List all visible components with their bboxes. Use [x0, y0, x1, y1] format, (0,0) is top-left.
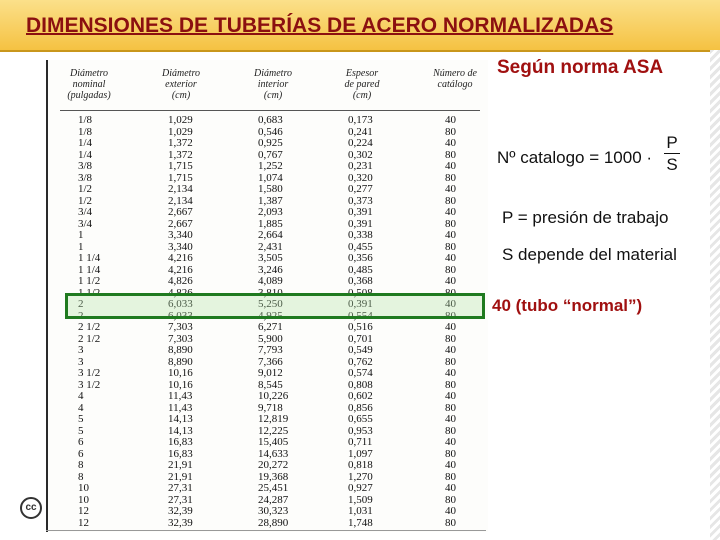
- table-cell: 40: [445, 321, 456, 333]
- table-cell: 1,885: [258, 217, 283, 230]
- table-cell: 40: [445, 114, 456, 126]
- header-line: Diámetro: [162, 68, 200, 79]
- table-cell: 2,093: [258, 206, 283, 218]
- table-cell: 80: [445, 309, 456, 322]
- table-cell: 16,83: [168, 447, 193, 460]
- table-row: [60, 161, 480, 173]
- table-cell: 0,574: [348, 367, 373, 379]
- table-cell: 1/2: [78, 183, 93, 195]
- table-cell: 40: [445, 252, 456, 264]
- table-cell: 1,387: [258, 194, 283, 207]
- table-cell: 1,252: [258, 160, 283, 172]
- table-cell: 80: [445, 171, 456, 184]
- header-line: exterior: [165, 79, 197, 90]
- table-cell: 32,39: [168, 505, 193, 517]
- table-cell: 40: [445, 505, 456, 517]
- table-cell: 30,323: [258, 505, 289, 517]
- table-cell: 0,173: [348, 114, 373, 126]
- table-cell: 0,925: [258, 137, 283, 149]
- title-bar: [0, 0, 720, 52]
- table-cell: 80: [445, 148, 456, 161]
- table-cell: 10,226: [258, 390, 289, 402]
- table-cell: 10: [78, 493, 89, 506]
- table-cell: 11,43: [168, 401, 193, 414]
- table-cell: 0,356: [348, 252, 373, 264]
- table-cell: 1 1/4: [78, 252, 101, 264]
- table-cell: 10,16: [168, 367, 193, 379]
- table-cell: 21,91: [168, 459, 193, 471]
- table-cell: 5: [78, 413, 84, 425]
- table-cell: 0,602: [348, 390, 373, 402]
- table-cell: 1,074: [258, 171, 283, 184]
- formula-numerator: P: [666, 133, 678, 152]
- table-cell: 4,089: [258, 275, 283, 287]
- table-cell: 12: [78, 505, 89, 517]
- table-cell: 4,826: [168, 286, 193, 299]
- table-cell: 0,927: [348, 482, 373, 494]
- header-outer-diameter: [142, 68, 220, 101]
- pipe-dimensions-table: [60, 115, 480, 529]
- table-bottom-rule: [46, 530, 486, 531]
- table-cell: 80: [445, 470, 456, 483]
- table-cell: 1,031: [348, 505, 373, 517]
- table-cell: 80: [445, 447, 456, 460]
- table-cell: 0,554: [348, 309, 373, 322]
- table-cell: 0,711: [348, 436, 373, 448]
- table-cell: 5,250: [258, 298, 283, 310]
- table-cell: 7,303: [168, 321, 193, 333]
- cc-logo-icon: cc: [20, 497, 42, 519]
- table-cell: 12,819: [258, 413, 289, 425]
- table-cell: 8: [78, 470, 84, 483]
- table-cell: 0,391: [348, 217, 373, 230]
- table-cell: 0,701: [348, 332, 373, 345]
- table-cell: 1/8: [78, 114, 93, 126]
- table-cell: 0,241: [348, 125, 373, 138]
- table-cell: 4,826: [168, 275, 193, 287]
- table-cell: 1,748: [348, 516, 373, 529]
- formula-fraction: [664, 133, 680, 174]
- decorative-stripe: [710, 50, 720, 540]
- table-cell: 6: [78, 436, 84, 448]
- table-cell: 10: [78, 482, 89, 494]
- table-cell: 14,13: [168, 413, 193, 425]
- table-row: [60, 138, 480, 150]
- table-cell: 16,83: [168, 436, 193, 448]
- table-cell: 40: [445, 367, 456, 379]
- table-cell: 3,340: [168, 229, 193, 241]
- table-cell: 7,793: [258, 344, 283, 356]
- header-line: Espesor: [345, 68, 379, 79]
- table-cell: 25,451: [258, 482, 289, 494]
- table-row: [60, 322, 480, 334]
- table-cell: 3/4: [78, 206, 93, 218]
- table-cell: 0,391: [348, 298, 373, 310]
- table-cell: 1,029: [168, 114, 193, 126]
- table-cell: 1,372: [168, 148, 193, 161]
- header-line: nominal: [72, 79, 106, 90]
- highlight-2-inch-rows: [65, 293, 485, 319]
- table-cell: 4: [78, 401, 84, 414]
- header-line: Número de: [433, 68, 477, 79]
- table-cell: 4,925: [258, 309, 283, 322]
- table-cell: 20,272: [258, 459, 289, 471]
- table-cell: 0,516: [348, 321, 373, 333]
- table-cell: 1,509: [348, 493, 373, 506]
- table-cell: 3 1/2: [78, 367, 101, 379]
- table-cell: 80: [445, 378, 456, 391]
- table-cell: 40: [445, 160, 456, 172]
- table-cell: 2,664: [258, 229, 283, 241]
- table-row: [60, 414, 480, 426]
- table-cell: 40: [445, 390, 456, 402]
- table-cell: 80: [445, 355, 456, 368]
- table-cell: 0,655: [348, 413, 373, 425]
- table-row: [60, 115, 480, 127]
- table-cell: 0,953: [348, 424, 373, 437]
- header-line: (cm): [352, 90, 372, 101]
- table-cell: 19,368: [258, 470, 289, 483]
- catalog-formula: Nº catalogo = 1000 ·: [497, 148, 653, 167]
- table-cell: 40: [445, 137, 456, 149]
- table-cell: 32,39: [168, 516, 193, 529]
- table-cell: 9,012: [258, 367, 283, 379]
- table-cell: 2,134: [168, 183, 193, 195]
- header-rule: [60, 110, 480, 111]
- table-cell: 80: [445, 194, 456, 207]
- table-cell: 40: [445, 459, 456, 471]
- table-row: [60, 391, 480, 403]
- table-cell: 40: [445, 183, 456, 195]
- table-cell: 0,808: [348, 378, 373, 391]
- table-cell: 1,029: [168, 125, 193, 138]
- table-cell: 80: [445, 332, 456, 345]
- table-cell: 0,546: [258, 125, 283, 138]
- table-cell: 8: [78, 459, 84, 471]
- table-cell: 3 1/2: [78, 378, 101, 391]
- table-cell: 1 1/2: [78, 286, 101, 299]
- header-wall-thickness: [323, 68, 401, 101]
- table-cell: 0,549: [348, 344, 373, 356]
- table-cell: 3,340: [168, 240, 193, 253]
- header-line: Diámetro: [70, 68, 108, 79]
- table-cell: 2 1/2: [78, 321, 101, 333]
- table-cell: 0,320: [348, 171, 373, 184]
- header-line: Diámetro: [254, 68, 292, 79]
- table-row: [60, 460, 480, 472]
- pressure-definition: P = presión de trabajo: [502, 208, 669, 227]
- table-cell: 3,246: [258, 263, 283, 276]
- table-cell: 14,633: [258, 447, 289, 460]
- table-cell: 0,373: [348, 194, 373, 207]
- header-inner-diameter: [234, 68, 312, 101]
- table-cell: 3,810: [258, 286, 283, 299]
- normal-tube-note: 40 (tubo “normal”): [492, 296, 643, 315]
- table-cell: 6,033: [168, 298, 193, 310]
- table-cell: 0,391: [348, 206, 373, 218]
- table-cell: 40: [445, 206, 456, 218]
- table-row: [60, 184, 480, 196]
- table-row: [60, 253, 480, 265]
- table-cell: 6,033: [168, 309, 193, 322]
- table-row: [60, 483, 480, 495]
- table-row: [60, 345, 480, 357]
- table-cell: 24,287: [258, 493, 289, 506]
- table-cell: 10,16: [168, 378, 193, 391]
- table-cell: 3/4: [78, 217, 93, 230]
- table-cell: 1,715: [168, 160, 193, 172]
- table-cell: 1/4: [78, 148, 93, 161]
- table-cell: 0,455: [348, 240, 373, 253]
- table-cell: 8,890: [168, 355, 193, 368]
- table-cell: 2,667: [168, 217, 193, 230]
- table-cell: 0,856: [348, 401, 373, 414]
- table-cell: 80: [445, 263, 456, 276]
- header-line: (pulgadas): [67, 90, 111, 101]
- table-cell: 0,485: [348, 263, 373, 276]
- table-cell: 1: [78, 229, 84, 241]
- table-cell: 12,225: [258, 424, 289, 437]
- table-cell: 80: [445, 240, 456, 253]
- table-cell: 9,718: [258, 401, 283, 414]
- table-cell: 3: [78, 355, 84, 368]
- table-cell: 5: [78, 424, 84, 437]
- table-cell: 1/2: [78, 194, 93, 207]
- table-cell: 1/4: [78, 137, 93, 149]
- standard-note: Según norma ASA: [497, 57, 664, 78]
- table-cell: 1/8: [78, 125, 93, 138]
- table-cell: 2,667: [168, 206, 193, 218]
- table-row: [60, 276, 480, 288]
- header-line: interior: [257, 79, 289, 90]
- table-row: [60, 437, 480, 449]
- table-cell: 8,890: [168, 344, 193, 356]
- table-cell: 7,303: [168, 332, 193, 345]
- table-cell: 1,097: [348, 447, 373, 460]
- table-cell: 1: [78, 240, 84, 253]
- table-cell: 40: [445, 275, 456, 287]
- table-cell: 80: [445, 286, 456, 299]
- fraction-bar: [664, 153, 680, 154]
- page-title: DIMENSIONES DE TUBERÍAS DE ACERO NORMALIZADAS: [26, 14, 614, 37]
- header-catalog-number: [416, 68, 494, 90]
- table-cell: 5,900: [258, 332, 283, 345]
- table-cell: 0,231: [348, 160, 373, 172]
- table-cell: 0,683: [258, 114, 283, 126]
- table-cell: 0,818: [348, 459, 373, 471]
- table-cell: 40: [445, 344, 456, 356]
- table-row: [60, 506, 480, 518]
- table-cell: 80: [445, 493, 456, 506]
- table-cell: 80: [445, 125, 456, 138]
- table-cell: 80: [445, 424, 456, 437]
- table-cell: 1,372: [168, 137, 193, 149]
- table-cell: 1,715: [168, 171, 193, 184]
- table-cell: 80: [445, 516, 456, 529]
- table-cell: 4,216: [168, 263, 193, 276]
- table-cell: 80: [445, 217, 456, 230]
- formula-denominator: S: [666, 155, 678, 174]
- table-cell: 11,43: [168, 390, 193, 402]
- table-row: [60, 518, 480, 530]
- table-cell: 14,13: [168, 424, 193, 437]
- table-cell: 3/8: [78, 171, 93, 184]
- table-cell: 8,545: [258, 378, 283, 391]
- table-row: [60, 230, 480, 242]
- table-cell: 2,431: [258, 240, 283, 253]
- table-cell: 1 1/4: [78, 263, 101, 276]
- header-nominal-diameter: [50, 68, 128, 101]
- table-cell: 40: [445, 298, 456, 310]
- table-cell: 1,270: [348, 470, 373, 483]
- table-cell: 12: [78, 516, 89, 529]
- table-cell: 40: [445, 436, 456, 448]
- table-cell: 27,31: [168, 493, 193, 506]
- table-cell: 2: [78, 309, 84, 322]
- table-cell: 6,271: [258, 321, 283, 333]
- table-cell: 4: [78, 390, 84, 402]
- table-cell: 2: [78, 298, 84, 310]
- table-cell: 0,302: [348, 148, 373, 161]
- header-line: catálogo: [437, 79, 473, 90]
- table-cell: 0,338: [348, 229, 373, 241]
- table-cell: 1,580: [258, 183, 283, 195]
- table-cell: 3,505: [258, 252, 283, 264]
- table-cell: 0,762: [348, 355, 373, 368]
- table-cell: 40: [445, 413, 456, 425]
- table-cell: 4,216: [168, 252, 193, 264]
- material-definition: S depende del material: [502, 245, 677, 264]
- header-line: de pared: [344, 79, 380, 90]
- table-cell: 21,91: [168, 470, 193, 483]
- table-cell: 15,405: [258, 436, 289, 448]
- table-cell: 40: [445, 229, 456, 241]
- header-line: (cm): [263, 90, 283, 101]
- table-cell: 27,31: [168, 482, 193, 494]
- table-cell: 0,368: [348, 275, 373, 287]
- table-row: [60, 368, 480, 380]
- header-line: (cm): [171, 90, 191, 101]
- table-cell: 0,508: [348, 286, 373, 299]
- table-cell: 2,134: [168, 194, 193, 207]
- table-cell: 3: [78, 344, 84, 356]
- table-cell: 3/8: [78, 160, 93, 172]
- table-cell: 6: [78, 447, 84, 460]
- table-cell: 40: [445, 482, 456, 494]
- table-cell: 0,767: [258, 148, 283, 161]
- table-cell: 28,890: [258, 516, 289, 529]
- table-cell: 7,366: [258, 355, 283, 368]
- table-cell: 0,224: [348, 137, 373, 149]
- table-cell: 0,277: [348, 183, 373, 195]
- table-cell: 80: [445, 401, 456, 414]
- table-cell: 2 1/2: [78, 332, 101, 345]
- table-cell: 1 1/2: [78, 275, 101, 287]
- table-row: [60, 207, 480, 219]
